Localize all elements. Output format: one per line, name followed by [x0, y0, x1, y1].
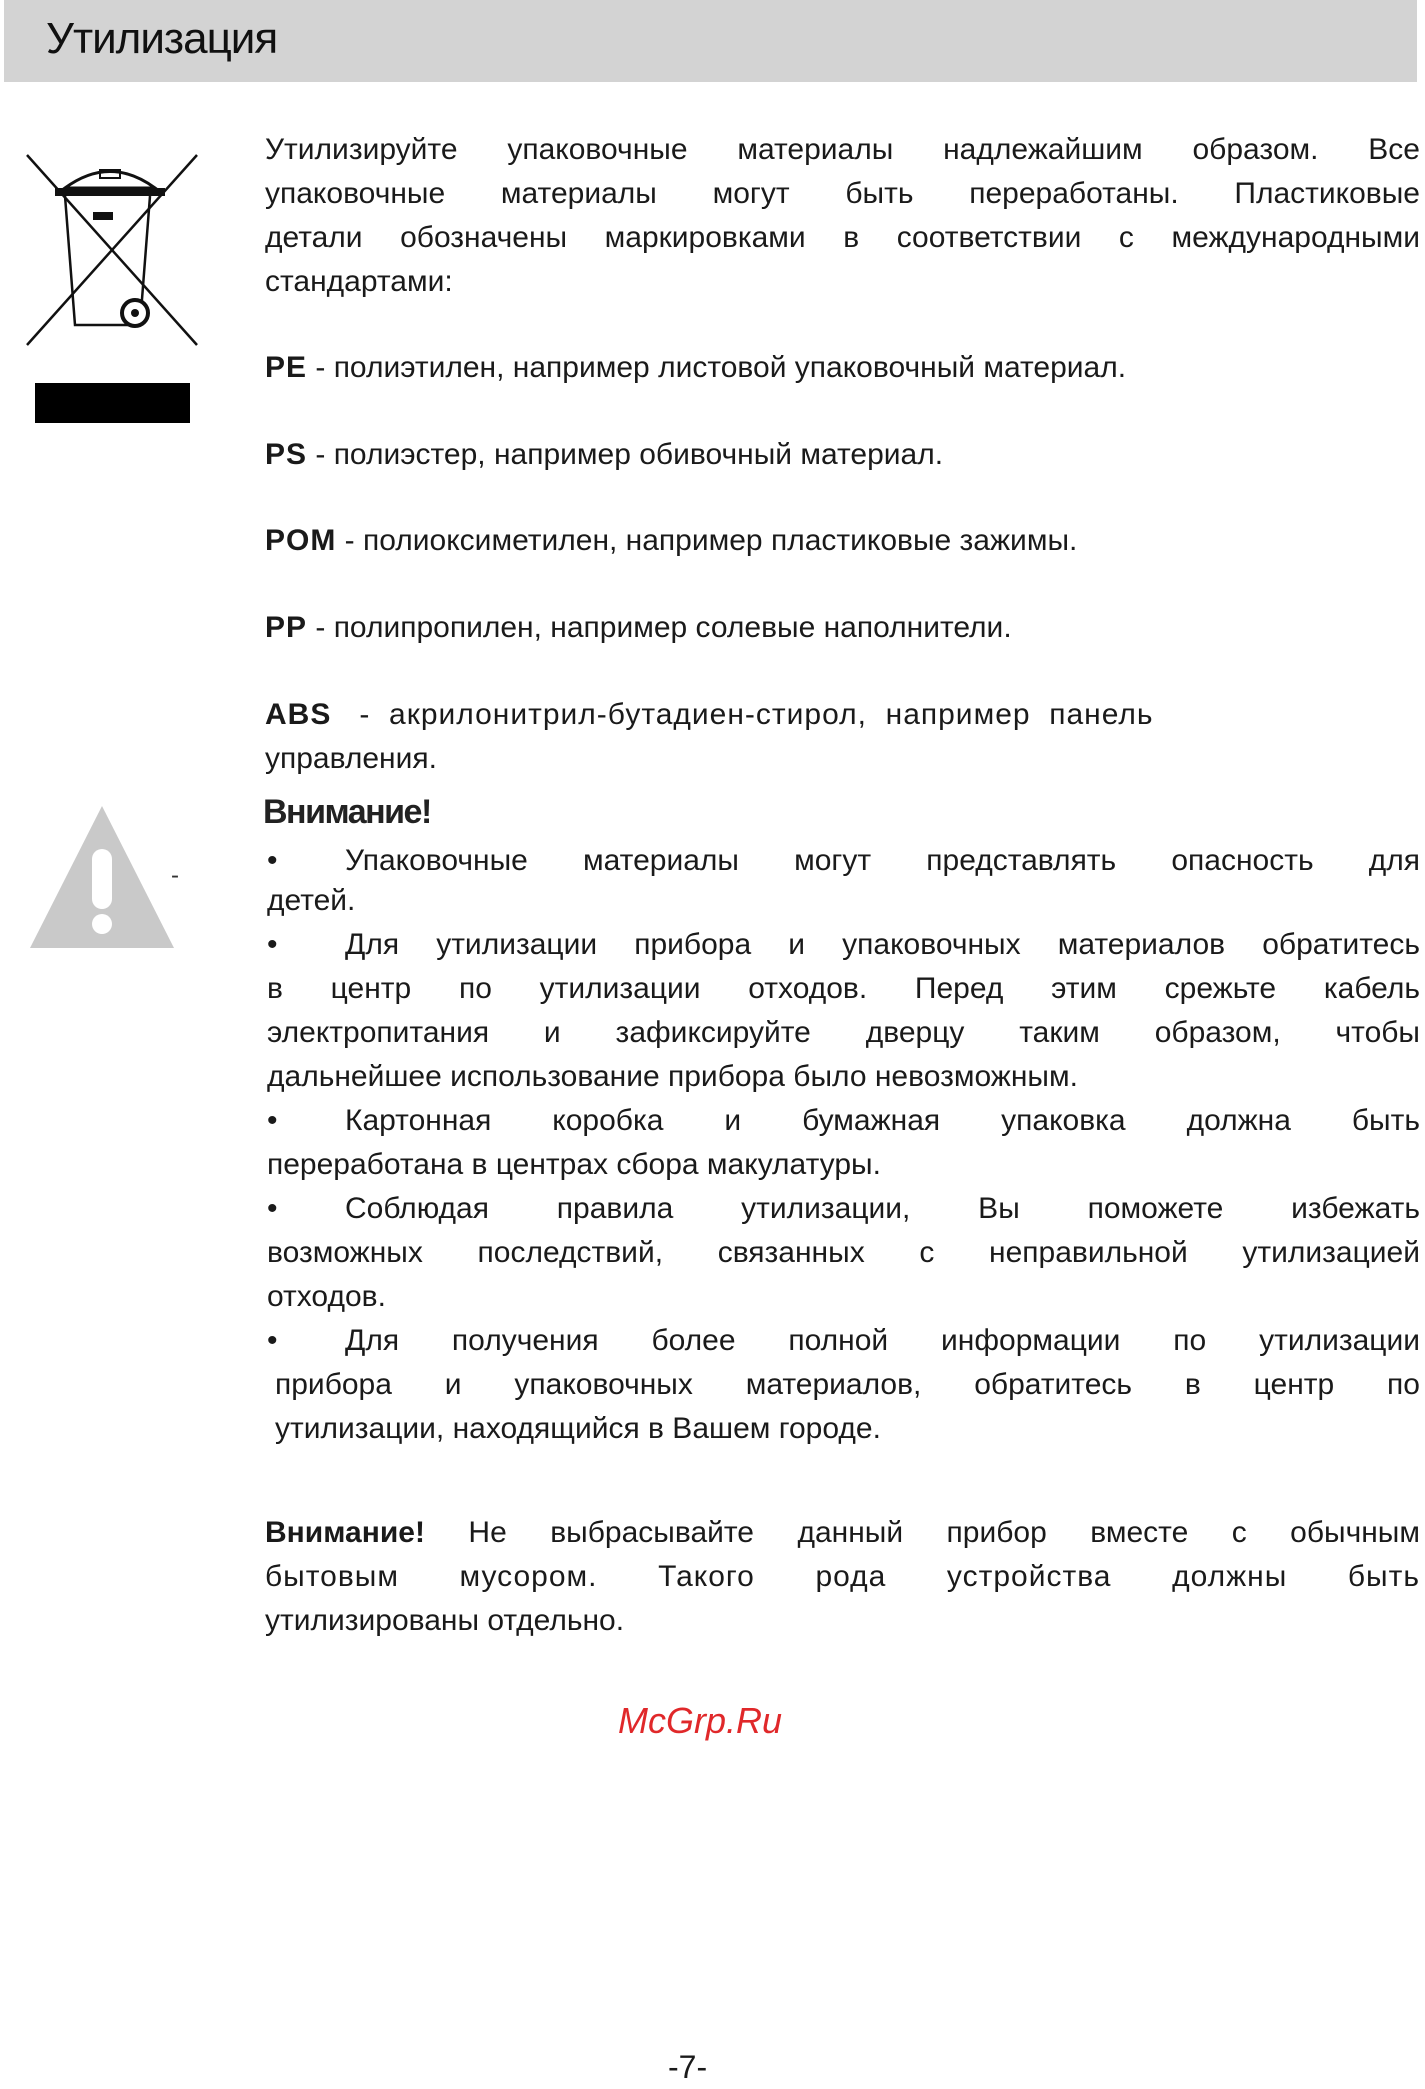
- warning-text: в центр по утилизации отходов. Перед этим срежьте кабель: [267, 972, 1420, 1005]
- final-bold: Внимание!: [265, 1516, 425, 1549]
- bullet-icon: •: [267, 844, 278, 877]
- material-code: PS: [265, 438, 308, 471]
- material-desc: - полиэстер, например обивочный материал.: [307, 438, 944, 471]
- warning-text: Упаковочные материалы могут представлять опасность для: [345, 844, 1420, 877]
- warning-dash: -: [171, 862, 179, 889]
- material-pe: [265, 346, 1420, 390]
- material-desc: - полипропилен, например солевые наполнители.: [307, 611, 1012, 644]
- material-desc: - полиоксиметилен, например пластиковые зажимы.: [336, 524, 1078, 557]
- warning-text: переработана в центрах сбора макулатуры.: [267, 1148, 881, 1181]
- warning-text: Для получения более полной информации по утилизации: [345, 1324, 1420, 1357]
- warning-line: [267, 839, 1420, 883]
- warning-line: [267, 1055, 1420, 1099]
- warning-line: [267, 1231, 1420, 1275]
- warning-text: Для утилизации прибора и упаковочных материалов обратитесь: [345, 928, 1420, 961]
- warning-line: [267, 1275, 1420, 1319]
- page-number: -7-: [668, 2049, 708, 2085]
- warning-text: Соблюдая правила утилизации, Вы поможете избежать: [345, 1192, 1420, 1225]
- warning-line: [275, 1363, 1420, 1407]
- warning-text: дальнейшее использование прибора было невозможным.: [267, 1060, 1078, 1093]
- warning-line: [267, 1319, 1420, 1363]
- material-pom: [265, 519, 1420, 563]
- warning-text: детей.: [267, 884, 356, 917]
- intro-line: упаковочные материалы могут быть переработаны. Пластиковые: [265, 177, 1420, 210]
- warning-line: [267, 1187, 1420, 1231]
- warning-text: утилизации, находящийся в Вашем городе.: [275, 1412, 881, 1445]
- warning-line: [267, 1099, 1420, 1143]
- warning-line: [267, 923, 1420, 967]
- material-ps: [265, 433, 1420, 477]
- material-pp: [265, 606, 1420, 650]
- bullet-icon: •: [267, 1104, 278, 1137]
- warning-line: [267, 967, 1420, 1011]
- material-desc: - полиэтилен, например листовой упаковочный материал.: [307, 351, 1127, 384]
- warning-text: электропитания и зафиксируйте дверцу таким образом, чтобы: [267, 1016, 1420, 1049]
- warning-line: [267, 1011, 1420, 1055]
- final-line: [265, 1511, 1420, 1555]
- material-code: POM: [265, 524, 337, 557]
- material-abs: [265, 693, 1420, 737]
- intro-line: Утилизируйте упаковочные материалы надлежайшим образом. Все: [265, 133, 1420, 166]
- material-abs-cont: управления.: [265, 742, 437, 775]
- final-line: бытовым мусором. Такого рода устройства должны быть: [265, 1560, 1420, 1593]
- final-text: Не выбрасывайте данный прибор вместе с обычным: [468, 1516, 1420, 1549]
- warning-heading: Внимание!: [263, 793, 431, 831]
- warning-triangle-icon: [28, 804, 176, 950]
- warning-line: [267, 879, 1420, 923]
- warning-text: Картонная коробка и бумажная упаковка должна быть: [345, 1104, 1420, 1137]
- section-title: Утилизация: [46, 14, 278, 63]
- bullet-icon: •: [267, 1324, 278, 1357]
- material-code: ABS: [265, 698, 332, 731]
- intro-line: детали обозначены маркировками в соответствии с международными: [265, 221, 1420, 254]
- section-header: [4, 0, 1417, 82]
- material-code: PE: [265, 351, 308, 384]
- bullet-icon: •: [267, 928, 278, 961]
- material-desc: - акрилонитрил-бутадиен-стирол, например панель: [331, 698, 1154, 731]
- material-code: PP: [265, 611, 308, 644]
- warning-line: [275, 1407, 1420, 1451]
- crossed-out-bin-icon: [25, 150, 200, 430]
- warning-text: возможных последствий, связанных с неправильной утилизацией: [267, 1236, 1420, 1269]
- final-line: утилизированы отдельно.: [265, 1604, 625, 1637]
- warning-text: отходов.: [267, 1280, 386, 1313]
- intro-line: стандартами:: [265, 265, 453, 298]
- watermark: McGrp.Ru: [618, 1700, 783, 1741]
- warning-line: [267, 1143, 1420, 1187]
- bullet-icon: •: [267, 1192, 278, 1225]
- warning-text: прибора и упаковочных материалов, обратитесь в центр по: [275, 1368, 1420, 1401]
